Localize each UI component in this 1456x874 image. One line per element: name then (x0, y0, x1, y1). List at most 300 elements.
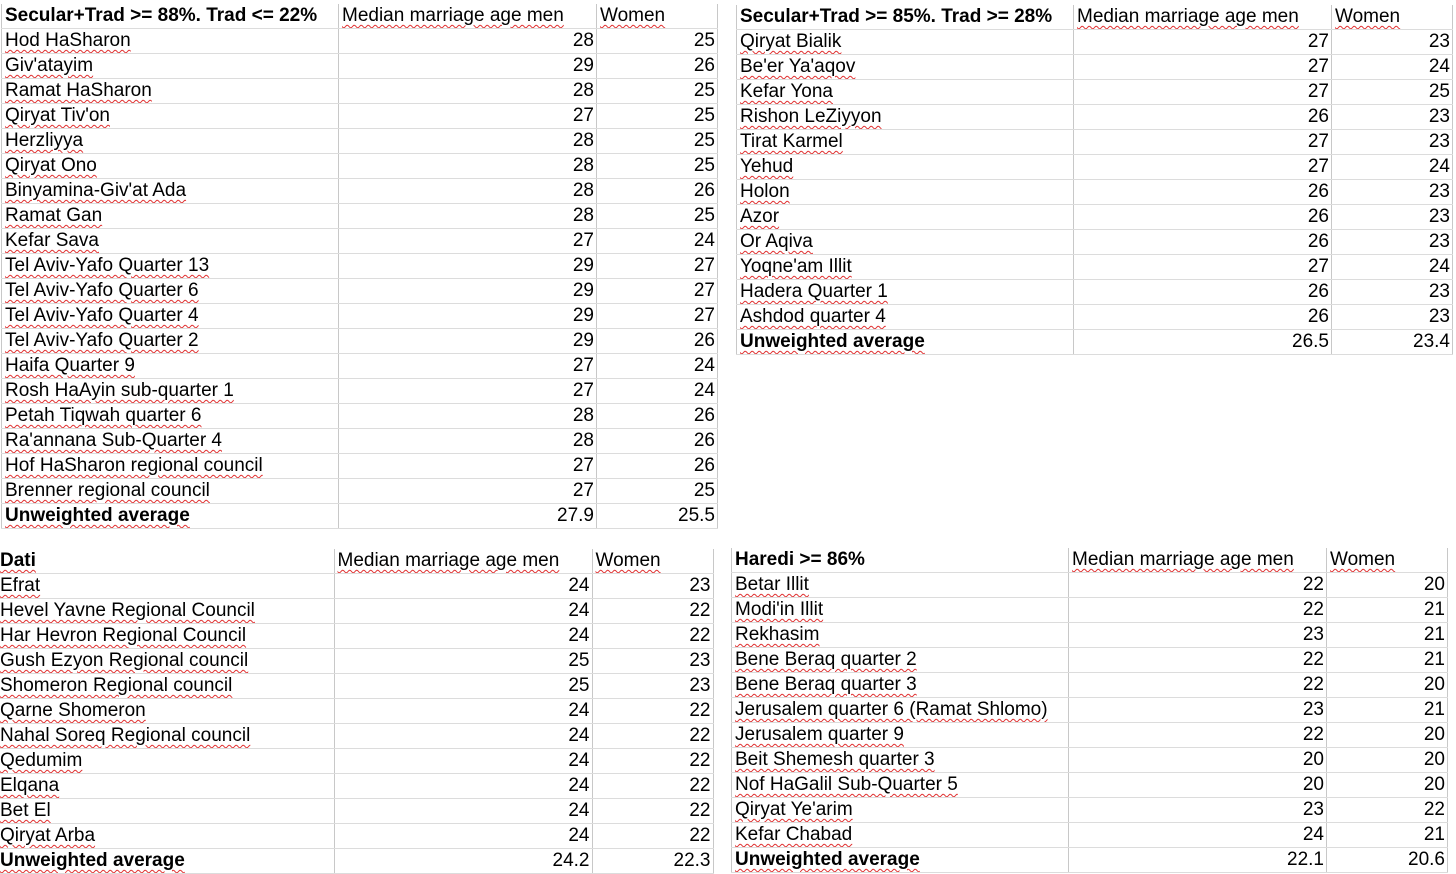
men-age-cell[interactable] (1074, 130, 1332, 155)
men-age-cell[interactable] (1069, 623, 1327, 648)
women-age-cell[interactable] (1327, 698, 1448, 723)
men-age-cell-text: 23 (1302, 799, 1324, 820)
men-age-cell[interactable] (1074, 30, 1332, 55)
men-age-cell-text: 26 (1307, 306, 1329, 327)
women-age-cell[interactable] (1332, 105, 1453, 130)
locality-cell-text: Efrat (0, 575, 41, 596)
table-row (2, 229, 718, 254)
column-header-women[interactable] (1327, 548, 1448, 573)
locality-cell[interactable] (732, 598, 1069, 623)
women-age-cell[interactable] (597, 154, 718, 179)
women-age-cell[interactable] (592, 749, 713, 774)
locality-cell[interactable] (0, 699, 334, 724)
locality-cell[interactable] (737, 255, 1074, 280)
locality-cell-text: Jerusalem quarter 9 (735, 724, 904, 745)
locality-cell[interactable] (732, 823, 1069, 848)
men-age-cell[interactable] (339, 429, 597, 454)
locality-cell[interactable] (732, 723, 1069, 748)
table-row (0, 624, 713, 649)
men-age-cell-text: 26 (1307, 281, 1329, 302)
locality-cell-text: Be'er Ya'aqov (740, 56, 856, 77)
table-title-cell[interactable] (737, 5, 1074, 30)
men-age-cell[interactable] (339, 254, 597, 279)
locality-cell[interactable] (737, 180, 1074, 205)
locality-cell[interactable] (737, 205, 1074, 230)
locality-cell[interactable] (737, 305, 1074, 330)
men-age-cell[interactable] (1069, 748, 1327, 773)
table-title-cell-text: Haredi >= 86% (735, 549, 865, 570)
men-age-cell[interactable] (1069, 673, 1327, 698)
average-row (732, 848, 1448, 873)
men-age-cell[interactable] (1074, 205, 1332, 230)
column-header-women[interactable] (1332, 5, 1453, 30)
women-age-cell[interactable] (1332, 80, 1453, 105)
women-age-cell[interactable] (1332, 255, 1453, 280)
column-header-women-text: Women (1335, 6, 1401, 27)
column-header-women[interactable] (592, 549, 713, 574)
locality-cell[interactable] (2, 179, 339, 204)
table-secular-trad-low (1, 4, 718, 529)
locality-cell-text: Nahal Soreq Regional council (0, 725, 251, 746)
men-age-cell-text: 20 (1302, 774, 1324, 795)
locality-cell[interactable] (2, 354, 339, 379)
men-age-cell[interactable] (334, 799, 592, 824)
men-age-cell[interactable] (339, 329, 597, 354)
average-row (2, 504, 718, 529)
average-men-cell[interactable] (339, 504, 597, 529)
column-header-men[interactable] (334, 549, 592, 574)
locality-cell[interactable] (732, 748, 1069, 773)
men-age-cell[interactable] (339, 104, 597, 129)
locality-cell[interactable] (2, 429, 339, 454)
men-age-cell[interactable] (334, 774, 592, 799)
women-age-cell[interactable] (597, 129, 718, 154)
locality-cell[interactable] (2, 379, 339, 404)
men-age-cell[interactable] (339, 179, 597, 204)
men-age-cell[interactable] (339, 454, 597, 479)
men-age-cell[interactable] (1074, 280, 1332, 305)
women-age-cell-text: 24 (1428, 56, 1450, 77)
locality-cell-text: Gush Ezyon Regional council (0, 650, 249, 671)
column-header-men[interactable] (1069, 548, 1327, 573)
locality-cell-text: Tel Aviv-Yafo Quarter 13 (5, 255, 210, 276)
locality-cell-text: Haifa Quarter 9 (5, 355, 135, 376)
column-header-women-text: Women (1330, 549, 1396, 570)
table-row (732, 823, 1448, 848)
women-age-cell-text: 21 (1423, 599, 1445, 620)
locality-cell-text: Holon (740, 181, 790, 202)
table-row (737, 305, 1453, 330)
locality-cell[interactable] (0, 749, 334, 774)
men-age-cell[interactable] (1069, 823, 1327, 848)
locality-cell[interactable] (737, 55, 1074, 80)
locality-cell-text: Qedumim (0, 750, 83, 771)
men-age-cell[interactable] (339, 404, 597, 429)
table-row (732, 648, 1448, 673)
women-age-cell[interactable] (1332, 305, 1453, 330)
table-row (0, 599, 713, 624)
women-age-cell[interactable] (597, 79, 718, 104)
locality-cell[interactable] (737, 280, 1074, 305)
men-age-cell-text: 24 (568, 825, 590, 846)
men-age-cell[interactable] (1074, 80, 1332, 105)
women-age-cell[interactable] (1327, 648, 1448, 673)
women-age-cell[interactable] (597, 279, 718, 304)
men-age-cell-text: 24 (568, 575, 590, 596)
table-row (732, 748, 1448, 773)
locality-cell[interactable] (737, 30, 1074, 55)
women-age-cell-text: 22 (689, 750, 711, 771)
header-row (2, 4, 718, 29)
women-age-cell-text: 21 (1423, 699, 1445, 720)
women-age-cell[interactable] (1332, 280, 1453, 305)
men-age-cell-text: 27 (572, 230, 594, 251)
men-age-cell[interactable] (339, 479, 597, 504)
men-age-cell[interactable] (1074, 180, 1332, 205)
average-men-cell[interactable] (1069, 848, 1327, 873)
table-row (2, 154, 718, 179)
women-age-cell[interactable] (1327, 723, 1448, 748)
women-age-cell-text: 20 (1423, 674, 1445, 695)
locality-cell[interactable] (2, 129, 339, 154)
men-age-cell[interactable] (1069, 648, 1327, 673)
column-header-women-text: Women (595, 550, 661, 571)
locality-cell-text: Rosh HaAyin sub-quarter 1 (5, 380, 234, 401)
men-age-cell-text: 28 (572, 30, 594, 51)
locality-cell[interactable] (2, 29, 339, 54)
women-age-cell[interactable] (1332, 130, 1453, 155)
men-age-cell[interactable] (339, 129, 597, 154)
women-age-cell-text: 20 (1423, 774, 1445, 795)
locality-cell-text: Rishon LeZiyyon (740, 106, 882, 127)
men-age-cell[interactable] (334, 624, 592, 649)
table-row (737, 80, 1453, 105)
column-header-women[interactable] (597, 4, 718, 29)
men-age-cell[interactable] (339, 154, 597, 179)
average-label-cell[interactable] (0, 849, 334, 874)
men-age-cell-text: 22 (1302, 649, 1324, 670)
women-age-cell[interactable] (592, 624, 713, 649)
women-age-cell[interactable] (1332, 180, 1453, 205)
table-row (0, 824, 713, 849)
men-age-cell[interactable] (334, 699, 592, 724)
men-age-cell-text: 23 (1302, 624, 1324, 645)
women-age-cell-text: 24 (693, 380, 715, 401)
women-age-cell-text: 25 (693, 30, 715, 51)
average-women-cell[interactable] (592, 849, 713, 874)
locality-cell[interactable] (732, 773, 1069, 798)
locality-cell-text: Giv'atayim (5, 55, 94, 76)
men-age-cell[interactable] (1074, 105, 1332, 130)
men-age-cell[interactable] (339, 379, 597, 404)
men-age-cell-text: 24 (568, 625, 590, 646)
locality-cell-text: Beit Shemesh quarter 3 (735, 749, 935, 770)
locality-cell[interactable] (732, 673, 1069, 698)
average-men-cell-text: 24.2 (552, 850, 590, 871)
men-age-cell[interactable] (339, 354, 597, 379)
table-row (2, 429, 718, 454)
men-age-cell-text: 29 (572, 280, 594, 301)
locality-cell[interactable] (0, 624, 334, 649)
women-age-cell[interactable] (1327, 798, 1448, 823)
women-age-cell[interactable] (1332, 155, 1453, 180)
locality-cell[interactable] (2, 304, 339, 329)
women-age-cell[interactable] (597, 179, 718, 204)
locality-cell-text: Hof HaSharon regional council (5, 455, 263, 476)
locality-cell-text: Bet El (0, 800, 51, 821)
women-age-cell-text: 23 (1428, 131, 1450, 152)
women-age-cell[interactable] (1332, 55, 1453, 80)
women-age-cell[interactable] (1327, 773, 1448, 798)
locality-cell[interactable] (2, 54, 339, 79)
locality-cell[interactable] (737, 105, 1074, 130)
men-age-cell[interactable] (339, 79, 597, 104)
locality-cell[interactable] (732, 798, 1069, 823)
table-haredi (731, 548, 1448, 873)
men-age-cell-text: 29 (572, 55, 594, 76)
women-age-cell[interactable] (592, 649, 713, 674)
men-age-cell-text: 22 (1302, 599, 1324, 620)
men-age-cell[interactable] (339, 279, 597, 304)
men-age-cell[interactable] (1074, 305, 1332, 330)
men-age-cell[interactable] (1074, 155, 1332, 180)
women-age-cell[interactable] (597, 104, 718, 129)
women-age-cell-text: 23 (1428, 106, 1450, 127)
women-age-cell[interactable] (592, 574, 713, 599)
women-age-cell-text: 20 (1423, 574, 1445, 595)
men-age-cell[interactable] (1069, 698, 1327, 723)
table-row (2, 354, 718, 379)
men-age-cell-text: 27 (572, 105, 594, 126)
locality-cell-text: Qiryat Tiv'on (5, 105, 110, 126)
locality-cell[interactable] (2, 79, 339, 104)
women-age-cell[interactable] (597, 454, 718, 479)
average-men-cell[interactable] (334, 849, 592, 874)
women-age-cell[interactable] (1327, 748, 1448, 773)
locality-cell-text: Yehud (740, 156, 794, 177)
table-row (732, 798, 1448, 823)
women-age-cell-text: 21 (1423, 824, 1445, 845)
locality-cell-text: Kefar Sava (5, 230, 99, 251)
women-age-cell[interactable] (597, 254, 718, 279)
average-women-cell[interactable] (1327, 848, 1448, 873)
men-age-cell[interactable] (1074, 255, 1332, 280)
locality-cell[interactable] (2, 454, 339, 479)
men-age-cell-text: 25 (568, 650, 590, 671)
table-row (732, 723, 1448, 748)
locality-cell[interactable] (2, 154, 339, 179)
women-age-cell[interactable] (592, 724, 713, 749)
women-age-cell[interactable] (592, 799, 713, 824)
column-header-women-text: Women (600, 5, 666, 26)
table-title-cell-text: Secular+Trad >= 88%. Trad <= 22% (5, 5, 318, 26)
men-age-cell[interactable] (334, 599, 592, 624)
locality-cell-text: Jerusalem quarter 6 (Ramat Shlomo) (735, 699, 1048, 720)
table-row (0, 649, 713, 674)
locality-cell[interactable] (2, 204, 339, 229)
women-age-cell[interactable] (1332, 230, 1453, 255)
men-age-cell[interactable] (339, 229, 597, 254)
locality-cell[interactable] (2, 254, 339, 279)
men-age-cell-text: 27 (572, 355, 594, 376)
men-age-cell-text: 22 (1302, 724, 1324, 745)
men-age-cell[interactable] (339, 29, 597, 54)
locality-cell[interactable] (732, 698, 1069, 723)
women-age-cell[interactable] (592, 824, 713, 849)
locality-cell-text: Petah Tiqwah quarter 6 (5, 405, 202, 426)
locality-cell[interactable] (732, 623, 1069, 648)
locality-cell[interactable] (0, 649, 334, 674)
locality-cell-text: Betar Illit (735, 574, 809, 595)
average-label-cell[interactable] (732, 848, 1069, 873)
men-age-cell-text: 24 (568, 800, 590, 821)
locality-cell[interactable] (737, 80, 1074, 105)
women-age-cell-text: 22 (689, 800, 711, 821)
men-age-cell[interactable] (334, 574, 592, 599)
locality-cell[interactable] (0, 724, 334, 749)
average-label-cell-text: Unweighted average (5, 505, 190, 526)
women-age-cell-text: 24 (693, 230, 715, 251)
column-header-men[interactable] (339, 4, 597, 29)
locality-cell-text: Har Hevron Regional Council (0, 625, 247, 646)
women-age-cell[interactable] (597, 54, 718, 79)
men-age-cell-text: 27 (1307, 31, 1329, 52)
women-age-cell[interactable] (597, 204, 718, 229)
women-age-cell[interactable] (1332, 205, 1453, 230)
women-age-cell[interactable] (1327, 823, 1448, 848)
women-age-cell[interactable] (597, 404, 718, 429)
women-age-cell[interactable] (592, 599, 713, 624)
locality-cell[interactable] (0, 799, 334, 824)
column-header-men-text: Median marriage age men (337, 550, 560, 571)
men-age-cell-text: 27 (572, 455, 594, 476)
locality-cell[interactable] (737, 230, 1074, 255)
column-header-men[interactable] (1074, 5, 1332, 30)
women-age-cell[interactable] (1327, 573, 1448, 598)
women-age-cell[interactable] (597, 479, 718, 504)
locality-cell[interactable] (0, 674, 334, 699)
women-age-cell[interactable] (597, 429, 718, 454)
women-age-cell[interactable] (597, 304, 718, 329)
men-age-cell[interactable] (339, 204, 597, 229)
average-men-cell-text: 27.9 (557, 505, 594, 526)
men-age-cell[interactable] (334, 749, 592, 774)
women-age-cell-text: 23 (1428, 31, 1450, 52)
men-age-cell[interactable] (1069, 773, 1327, 798)
locality-cell[interactable] (2, 329, 339, 354)
women-age-cell[interactable] (597, 329, 718, 354)
locality-cell[interactable] (0, 824, 334, 849)
men-age-cell[interactable] (1069, 598, 1327, 623)
men-age-cell[interactable] (1074, 55, 1332, 80)
women-age-cell-text: 27 (693, 280, 715, 301)
locality-cell-text: Hod HaSharon (5, 30, 131, 51)
locality-cell[interactable] (2, 229, 339, 254)
table-row (2, 79, 718, 104)
table-title-cell[interactable] (732, 548, 1069, 573)
men-age-cell[interactable] (1069, 798, 1327, 823)
locality-cell[interactable] (2, 279, 339, 304)
average-men-cell-text: 22.1 (1287, 849, 1324, 870)
locality-cell[interactable] (732, 648, 1069, 673)
locality-cell[interactable] (0, 774, 334, 799)
men-age-cell[interactable] (1069, 723, 1327, 748)
table-row (0, 674, 713, 699)
locality-cell[interactable] (737, 130, 1074, 155)
men-age-cell[interactable] (1069, 573, 1327, 598)
men-age-cell[interactable] (339, 54, 597, 79)
men-age-cell-text: 28 (572, 205, 594, 226)
women-age-cell[interactable] (597, 354, 718, 379)
header-row (732, 548, 1448, 573)
women-age-cell[interactable] (597, 379, 718, 404)
men-age-cell[interactable] (334, 824, 592, 849)
table-title-cell[interactable] (2, 4, 339, 29)
women-age-cell-text: 22 (689, 825, 711, 846)
men-age-cell-text: 28 (572, 155, 594, 176)
locality-cell[interactable] (0, 574, 334, 599)
men-age-cell[interactable] (334, 674, 592, 699)
men-age-cell[interactable] (1074, 230, 1332, 255)
locality-cell[interactable] (737, 155, 1074, 180)
locality-cell-text: Azor (740, 206, 780, 227)
women-age-cell[interactable] (592, 774, 713, 799)
table-row (2, 404, 718, 429)
women-age-cell[interactable] (592, 674, 713, 699)
locality-cell[interactable] (2, 479, 339, 504)
men-age-cell[interactable] (339, 304, 597, 329)
women-age-cell[interactable] (597, 29, 718, 54)
table-row (2, 29, 718, 54)
locality-cell[interactable] (2, 104, 339, 129)
average-women-cell[interactable] (597, 504, 718, 529)
table-row (2, 304, 718, 329)
women-age-cell[interactable] (1332, 30, 1453, 55)
women-age-cell-text: 23 (1428, 206, 1450, 227)
locality-cell[interactable] (0, 599, 334, 624)
locality-cell[interactable] (2, 404, 339, 429)
men-age-cell[interactable] (334, 649, 592, 674)
women-age-cell[interactable] (1327, 623, 1448, 648)
men-age-cell-text: 28 (572, 430, 594, 451)
men-age-cell-text: 27 (1307, 81, 1329, 102)
men-age-cell[interactable] (334, 724, 592, 749)
table-row (2, 454, 718, 479)
locality-cell-text: Tel Aviv-Yafo Quarter 4 (5, 305, 199, 326)
women-age-cell-text: 21 (1423, 624, 1445, 645)
men-age-cell-text: 27 (1307, 56, 1329, 77)
table-row (732, 773, 1448, 798)
women-age-cell[interactable] (597, 229, 718, 254)
women-age-cell-text: 22 (689, 625, 711, 646)
table-title-cell[interactable] (0, 549, 334, 574)
women-age-cell-text: 25 (693, 205, 715, 226)
women-age-cell-text: 20 (1423, 749, 1445, 770)
men-age-cell-text: 22 (1302, 674, 1324, 695)
locality-cell[interactable] (732, 573, 1069, 598)
average-label-cell[interactable] (2, 504, 339, 529)
women-age-cell[interactable] (1327, 673, 1448, 698)
locality-cell-text: Qiryat Ono (5, 155, 97, 176)
average-men-cell[interactable] (1074, 330, 1332, 355)
average-label-cell-text: Unweighted average (0, 850, 185, 871)
table-row (732, 698, 1448, 723)
women-age-cell[interactable] (1327, 598, 1448, 623)
women-age-cell[interactable] (592, 699, 713, 724)
average-women-cell[interactable] (1332, 330, 1453, 355)
average-label-cell[interactable] (737, 330, 1074, 355)
table-title-cell-text: Secular+Trad >= 85%. Trad >= 28% (740, 6, 1053, 27)
